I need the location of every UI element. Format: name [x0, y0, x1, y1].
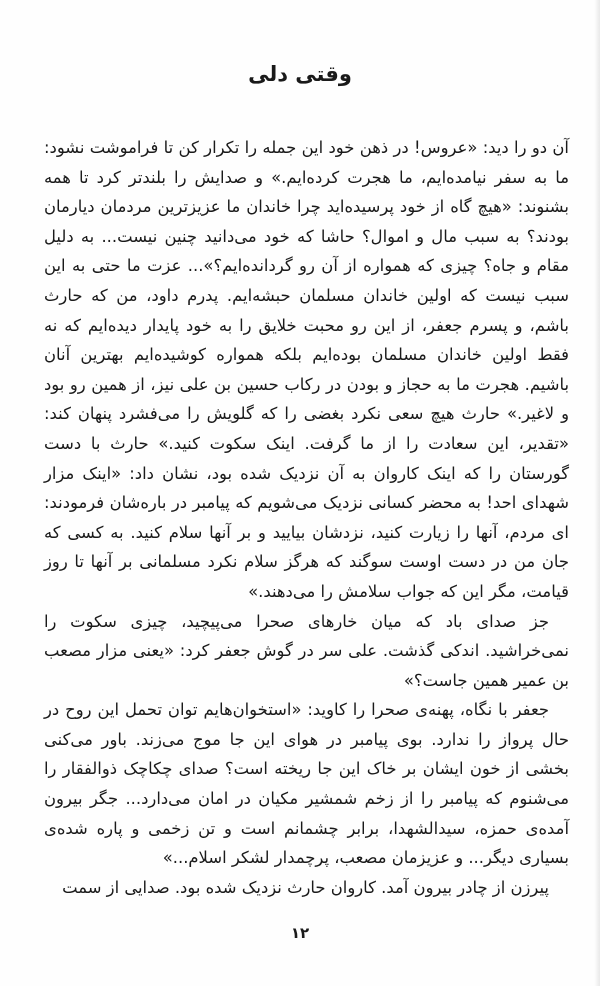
running-header-title: وقتی دلی [248, 62, 352, 86]
page-number: ۱۲ [290, 924, 310, 942]
paragraph: جعفر با نگاه، پهنه‌ی صحرا را کاوید: «استخوان‌هایم توان تحمل این روح در حال پرواز را ندارد. بوی پیامبر در هوای این جا موج می‌زند. باور می‌کنی بخشی از خون ایشان بر خاک این جا ریخته است؟ صدای چکاچک ذوالفقار را می‌شنوم که پیامبر را از زخم شمشیر مکیان در امان می‌دارد... جگر بیرون آمده‌ی حمزه، سیدالشهدا، برابر چشمانم است و تن زخمی و پاره شده‌ی بسیاری دیگر... و عزیزمان مصعب، پرچمدار لشکر اسلام...» [44, 700, 569, 868]
paragraph: آن دو را دید: «عروس! در ذهن خود این جمله را تکرار کن تا فراموشت نشود: ما به سفر نیامده‌ایم، ما هجرت کرده‌ایم.» و صدایش را بلندتر کرد تا همه بشنوند: «هیچ گاه از خود پرسیده‌اید چرا خاندان ما عزیزترین مردمان دیارمان بودند؟ به سبب مال و اموال؟ حاشا که خود می‌دانید چنین نیست... به دلیل مقام و جاه؟ چیزی که همواره از آن رو گردانده‌ایم؟»... عزت ما حتی به این سبب نیست که اولین خاندان مسلمان حبشه‌ایم. پدرم داود، من که حارث باشم، و پسرم جعفر، از این رو محبت خلایق را به خود پایدار دیده‌ایم که نه فقط اولین خاندان مسلمان بوده‌ایم بلکه همواره کوشیده‌ایم بهترین آنان باشیم. هجرت ما به حجاز و بودن در رکاب حسین بن علی نیز، از همین رو بود و لاغیر.» حارث هیچ سعی نکرد بغضی را که گلویش را می‌فشرد پنهان کند: «تقدیر، این سعادت را از ما گرفت. اینک سکوت کنید.» حارث با دست گورستان را که اینک کاروان به آن نزدیک شده بود، نشان داد: «اینک مزار شهدای احد! به محضر کسانی نزدیک می‌شویم که پیامبر در باره‌شان فرمودند: ای مردم، آنها را زیارت کنید، نزدشان بیایید و بر آنها سلام کنید. به کسی که جان من در دست اوست سوگند که هرگز سلام نکرد مسلمانی بر آنها تا روز قیامت، مگر این که جواب سلامش را می‌دهند.» [44, 138, 569, 601]
scan-edge-shadow [594, 0, 600, 986]
paragraph: پیرزن از چادر بیرون آمد. کاروان حارث نزدیک شده بود. صدایی از سمت [62, 877, 549, 897]
paragraph: جز صدای باد که میان خارهای صحرا می‌پیچید، چیزی سکوت را نمی‌خراشید. اندکی گذشت. علی سر در گوش جعفر کرد: «یعنی مزار مصعب بن عمیر همین جاست؟» [44, 611, 569, 690]
body-text [44, 133, 569, 902]
